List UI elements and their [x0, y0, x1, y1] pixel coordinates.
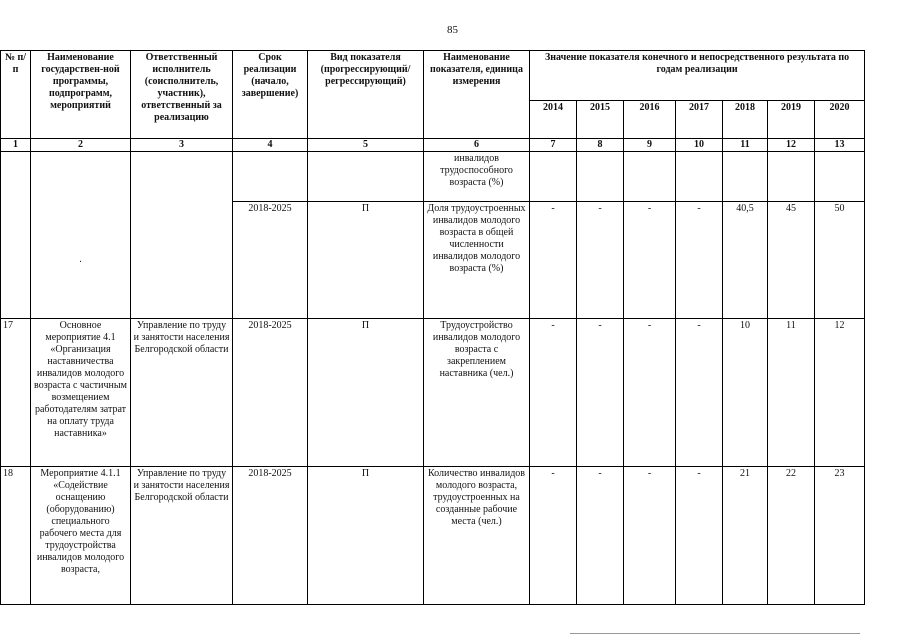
row-kind: П: [308, 467, 424, 605]
row-term: 2018-2025: [233, 202, 308, 319]
column-number: 4: [233, 139, 308, 152]
column-number: 6: [424, 139, 530, 152]
column-number: 2: [31, 139, 131, 152]
column-number: 5: [308, 139, 424, 152]
header-values: Значение показателя конечного и непосредственного результата по годам реализации: [530, 51, 865, 101]
year-header: 2019: [768, 101, 815, 139]
row-value: [577, 152, 624, 202]
table-row: [1, 319, 865, 467]
row-term: 2018-2025: [233, 319, 308, 467]
bottom-rule: [570, 633, 860, 634]
row-name: Мероприятие 4.1.1 «Содействие оснащению (оборудованию) специального рабочего места для трудоустройства инвалидов молодого возраста,: [31, 467, 131, 605]
row-kind: П: [308, 202, 424, 319]
row-kind: П: [308, 319, 424, 467]
year-header: 2014: [530, 101, 577, 139]
row-term: 2018-2025: [233, 467, 308, 605]
row-value: [530, 152, 577, 202]
row-value: -: [530, 202, 577, 319]
column-number: 8: [577, 139, 624, 152]
row-term: [233, 152, 308, 202]
row-value: [723, 152, 768, 202]
header-term: Срок реализации (начало, завершение): [233, 51, 308, 139]
column-number: 1: [1, 139, 31, 152]
row-executor: [131, 152, 233, 202]
header-indicator: Наименование показателя, единица измерения: [424, 51, 530, 139]
row-value: -: [676, 202, 723, 319]
row-value: 23: [815, 467, 865, 605]
row-name: Основное мероприятие 4.1 «Организация наставничества инвалидов молодого возраста с частичным возмещением работодателям затрат на оплату труда наставника»: [31, 319, 131, 467]
row-value: [768, 152, 815, 202]
year-header: 2018: [723, 101, 768, 139]
row-indicator: инвалидов трудоспособного возраста (%): [424, 152, 530, 202]
column-number: 3: [131, 139, 233, 152]
row-value: 40,5: [723, 202, 768, 319]
row-num: [1, 152, 31, 202]
header-kind: Вид показателя (прогрессирующий/ регрессирующий): [308, 51, 424, 139]
row-value: 11: [768, 319, 815, 467]
column-number: 10: [676, 139, 723, 152]
row-indicator: Количество инвалидов молодого возраста, трудоустроенных на созданные рабочие места (чел.): [424, 467, 530, 605]
column-number: 9: [624, 139, 676, 152]
row-value: -: [530, 467, 577, 605]
row-value: 10: [723, 319, 768, 467]
row-value: 50: [815, 202, 865, 319]
row-value: -: [624, 319, 676, 467]
header-executor: Ответственный исполнитель (соисполнитель, участник), ответственный за реализацию: [131, 51, 233, 139]
row-value: [624, 152, 676, 202]
year-header: 2020: [815, 101, 865, 139]
table-row: [1, 152, 865, 202]
table-row: [1, 467, 865, 605]
column-number: 13: [815, 139, 865, 152]
row-value: -: [676, 319, 723, 467]
row-value: 21: [723, 467, 768, 605]
row-num: [1, 202, 31, 319]
column-number: 7: [530, 139, 577, 152]
row-value: 22: [768, 467, 815, 605]
row-value: -: [676, 467, 723, 605]
row-value: -: [624, 467, 676, 605]
row-value: [676, 152, 723, 202]
row-num: 18: [1, 467, 31, 605]
row-value: 45: [768, 202, 815, 319]
column-number: 12: [768, 139, 815, 152]
row-name: .: [31, 202, 131, 319]
column-numbers-row: [1, 139, 865, 152]
year-header: 2016: [624, 101, 676, 139]
header-name: Наименование государствен-ной программы, подпрограмм, мероприятий: [31, 51, 131, 139]
row-executor: [131, 202, 233, 319]
row-num: 17: [1, 319, 31, 467]
indicators-table: [0, 50, 865, 605]
year-header: 2017: [676, 101, 723, 139]
row-kind: [308, 152, 424, 202]
row-value: -: [624, 202, 676, 319]
table-row: [1, 202, 865, 319]
row-value: [815, 152, 865, 202]
row-value: -: [530, 319, 577, 467]
row-value: -: [577, 202, 624, 319]
column-number: 11: [723, 139, 768, 152]
row-indicator: Трудоустройство инвалидов молодого возраста с закреплением наставника (чел.): [424, 319, 530, 467]
row-indicator: Доля трудоустроенных инвалидов молодого возраста в общей численности инвалидов молодого возраста (%): [424, 202, 530, 319]
year-header: 2015: [577, 101, 624, 139]
page-number: 85: [447, 24, 458, 36]
row-value: -: [577, 319, 624, 467]
header-num: № п/п: [1, 51, 31, 139]
row-name: [31, 152, 131, 202]
row-executor: Управление по труду и занятости населения Белгородской области: [131, 467, 233, 605]
row-value: -: [577, 467, 624, 605]
row-value: 12: [815, 319, 865, 467]
row-executor: Управление по труду и занятости населения Белгородской области: [131, 319, 233, 467]
